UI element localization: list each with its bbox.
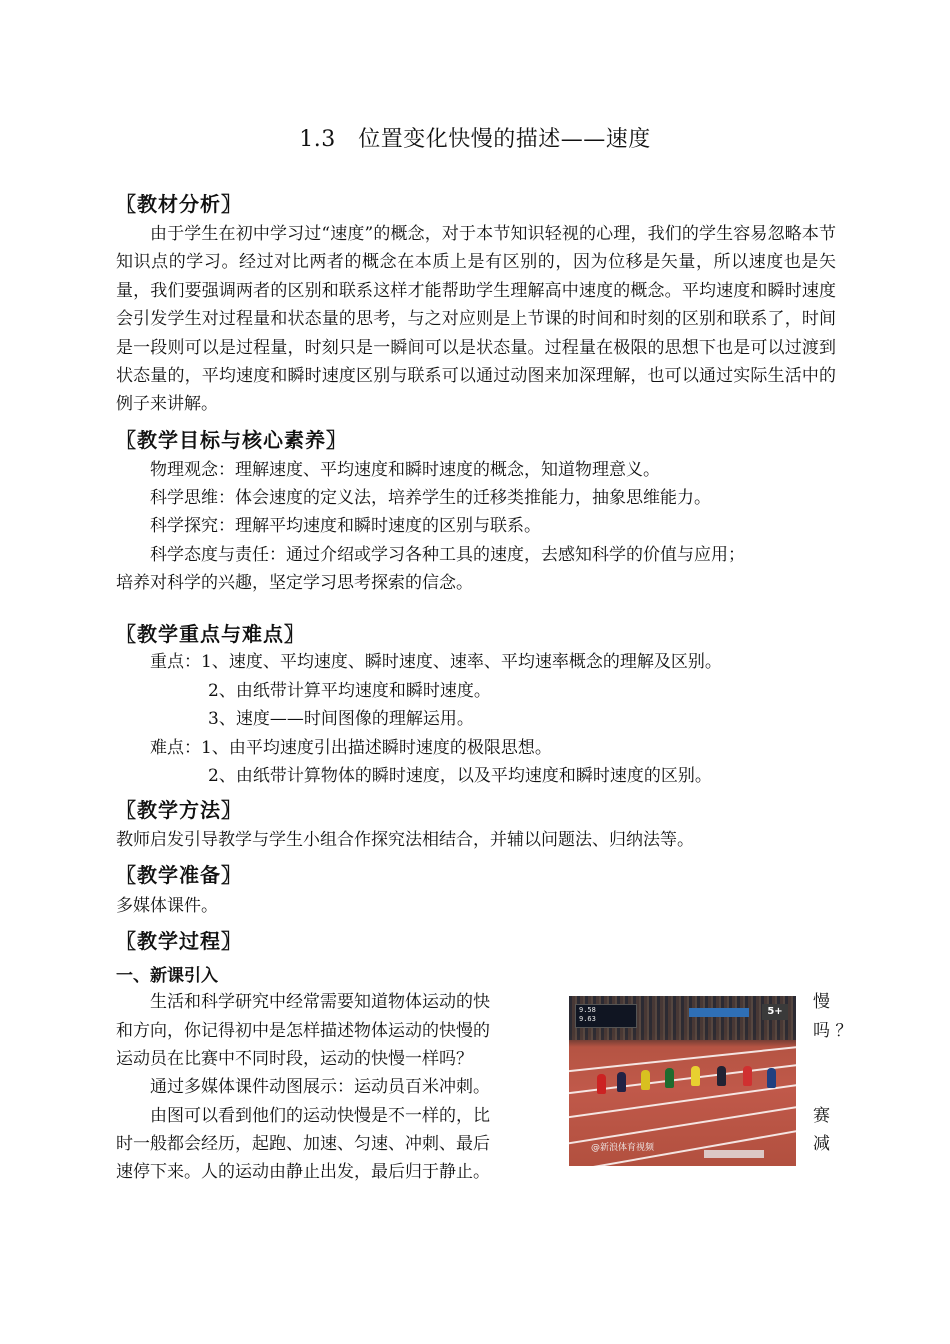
wrapped-fragment: 减 — [813, 1134, 830, 1154]
channel-logo: 5+ — [762, 1004, 788, 1020]
keypoint-line: 2、由纸带计算平均速度和瞬时速度。 — [208, 681, 491, 701]
keypoint-line: 3、速度——时间图像的理解运用。 — [208, 709, 474, 729]
difficulty-line: 难点：1、由平均速度引出描述瞬时速度的极限思想。 — [150, 738, 552, 758]
goal-item: 科学思维：体会速度的定义法，培养学生的迁移类推能力，抽象思维能力。 — [150, 488, 711, 508]
section-heading-keypoints: 〖教学重点与难点〗 — [116, 622, 305, 646]
section-heading-analysis: 〖教材分析〗 — [116, 192, 242, 216]
section-heading-process: 〖教学过程〗 — [116, 929, 242, 953]
analysis-paragraph: 由于学生在初中学习过“速度”的概念，对于本节知识轻视的心理，我们的学生容易忽略本节知识点的学习。经过对比两者的概念在本质上是有区别的，因为位移是矢量，所以速度也是矢量，我们要强调两者的区别和联系这样才能帮助学生理解高中速度的概念。平均速度和瞬时速度会引发学生对过程量和状态量的思考，与之对应则是上节课的时间和时刻的区别和联系了，时间是一段则可以是过程量，时刻只是一瞬间可以是状态量。过程量在极限的思想下也是可以过渡到状态量的，平均速度和瞬时速度区别与联系可以通过动图来加深理解，也可以通过实际生活中的例子来讲解。 — [116, 224, 836, 415]
wrapped-fragment: 赛 — [813, 1106, 830, 1126]
process-line: 时一般都会经历，起跑、加速、匀速、冲刺、最后 — [116, 1134, 490, 1154]
difficulty-line: 2、由纸带计算物体的瞬时速度，以及平均速度和瞬时速度的区别。 — [208, 766, 712, 786]
goal-item: 科学态度与责任：通过介绍或学习各种工具的速度，去感知科学的价值与应用； — [150, 545, 745, 565]
process-line: 通过多媒体课件动图展示：运动员百米冲刺。 — [150, 1077, 490, 1097]
runner — [767, 1068, 776, 1088]
prep-text: 多媒体课件。 — [116, 896, 218, 916]
sprint-start-photo — [569, 996, 796, 1166]
runner — [641, 1070, 650, 1090]
runner — [717, 1066, 726, 1086]
process-line: 速停下来。人的运动由静止出发，最后归于静止。 — [116, 1162, 490, 1182]
process-subheading: 一、新课引入 — [116, 966, 218, 986]
scoreboard-text: 9.58 9.63 — [579, 1006, 596, 1023]
goal-item: 培养对科学的兴趣，坚定学习思考探索的信念。 — [116, 573, 473, 593]
result-bar — [704, 1150, 764, 1158]
wrapped-fragment: 吗 ？ — [813, 1021, 853, 1041]
runner — [617, 1072, 626, 1092]
runner — [743, 1066, 752, 1086]
section-heading-prep: 〖教学准备〗 — [116, 863, 242, 887]
process-line: 运动员在比赛中不同时段，运动的快慢一样吗？ — [116, 1049, 473, 1069]
keypoint-line: 重点：1、速度、平均速度、瞬时速度、速率、平均速率概念的理解及区别。 — [150, 652, 722, 672]
runner — [597, 1074, 606, 1094]
process-line: 和方向，你记得初中是怎样描述物体运动的快慢的 — [116, 1021, 490, 1041]
runner — [665, 1068, 674, 1088]
method-text: 教师启发引导教学与学生小组合作探究法相结合，并辅以问题法、归纳法等。 — [116, 830, 694, 850]
section-heading-method: 〖教学方法〗 — [116, 798, 242, 822]
video-watermark: @新浪体育视频 — [591, 1143, 655, 1153]
broadcast-banner — [689, 1008, 749, 1017]
goal-item: 物理观念：理解速度、平均速度和瞬时速度的概念，知道物理意义。 — [150, 460, 660, 480]
page-title: 1.3 位置变化快慢的描述——速度 — [299, 127, 651, 152]
process-line: 生活和科学研究中经常需要知道物体运动的快 — [150, 992, 490, 1012]
goal-item: 科学探究：理解平均速度和瞬时速度的区别与联系。 — [150, 516, 541, 536]
runner — [691, 1066, 700, 1086]
wrapped-fragment: 慢 — [813, 992, 830, 1012]
section-heading-goals: 〖教学目标与核心素养〗 — [116, 428, 347, 452]
process-line: 由图可以看到他们的运动快慢是不一样的，比 — [150, 1106, 490, 1126]
